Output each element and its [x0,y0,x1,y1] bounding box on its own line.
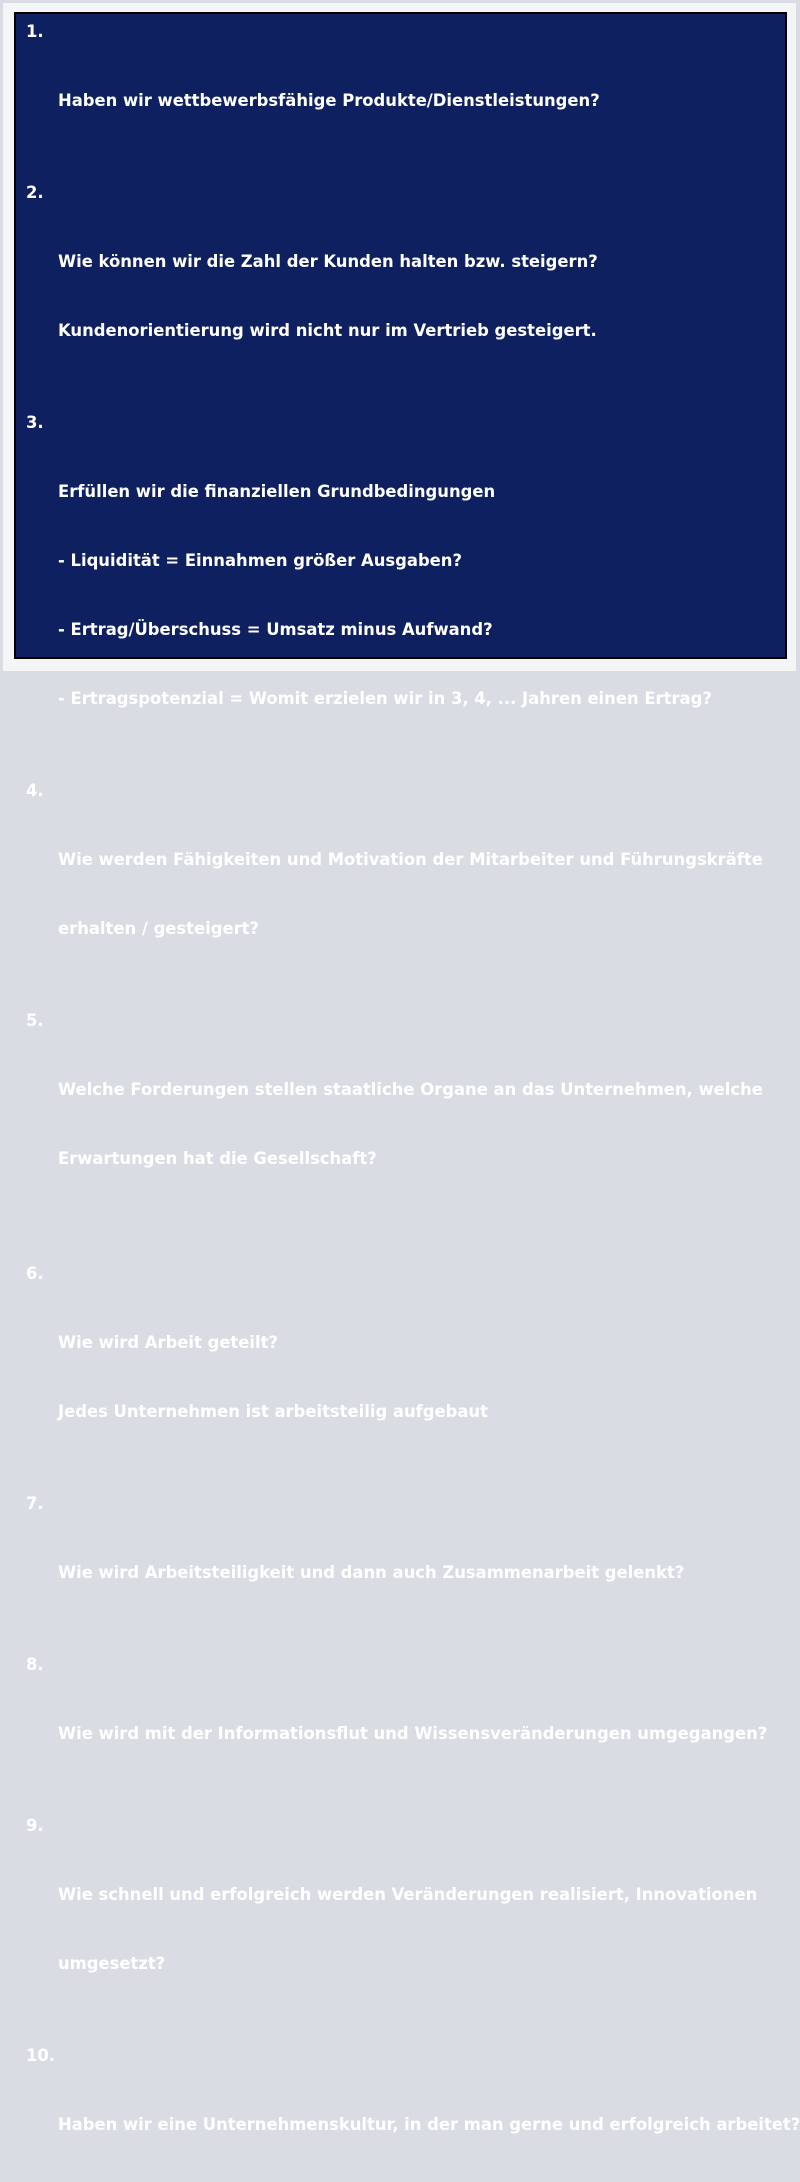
question-7 [26,1492,785,1630]
question-number: 7. [26,1494,44,1513]
question-1 [26,20,785,158]
question-3 [26,411,785,756]
question-10 [26,2044,800,2182]
question-number: 5. [26,1011,44,1030]
question-number: 2. [26,183,44,202]
question-text: Erwartungen hat die Gesellschaft? [58,1149,377,1168]
question-5 [26,1009,785,1216]
question-6 [26,1262,785,1469]
question-subpoint: - Liquidität = Einnahmen größer Ausgaben? [58,551,462,570]
question-subpoint: - Ertragspotenzial = Womit erzielen wir in 3, 4, ... Jahren einen Ertrag? [58,689,712,708]
question-text: Wie wird Arbeit geteilt? [58,1333,278,1352]
question-text: Kundenorientierung wird nicht nur im Vertrieb gesteigert. [58,321,597,340]
question-text: Erfüllen wir die finanziellen Grundbedingungen [58,482,496,501]
question-text: Wie können wir die Zahl der Kunden halten bzw. steigern? [58,252,598,271]
question-text: Haben wir wettbewerbsfähige Produkte/Dienstleistungen? [58,91,600,110]
question-number: 3. [26,413,44,432]
question-number: 8. [26,1655,44,1674]
question-number: 1. [26,22,44,41]
slide-frame [3,3,800,2134]
question-text: Wie schnell und erfolgreich werden Veränderungen realisiert, Innovationen [58,1885,758,1904]
question-text: Haben wir eine Unternehmenskultur, in der man gerne und erfolgreich arbeitet? [58,2115,800,2134]
question-9 [26,1814,785,2021]
question-text: Jedes Unternehmen ist arbeitsteilig aufgebaut [58,1402,488,1421]
question-text: erhalten / gesteigert? [58,919,260,938]
question-4 [26,779,785,986]
question-text: Wie wird Arbeitsteiligkeit und dann auch Zusammenarbeit gelenkt? [58,1563,685,1582]
question-text: umgesetzt? [58,1954,166,1973]
question-8 [26,1653,785,1791]
question-2 [26,181,785,388]
question-subpoint: - Ertrag/Überschuss = Umsatz minus Aufwand? [58,620,493,639]
question-number: 10. [26,2046,56,2065]
question-number: 4. [26,781,44,800]
question-number: 9. [26,1816,44,1835]
question-text: Wie wird mit der Informationsflut und Wissensveränderungen umgegangen? [58,1724,768,1743]
question-text: Welche Forderungen stellen staatliche Organe an das Unternehmen, welche [58,1080,763,1099]
question-number: 6. [26,1264,44,1283]
questions-panel [14,12,800,2134]
question-text: Wie werden Fähigkeiten und Motivation der Mitarbeiter und Führungskräfte [58,850,763,869]
